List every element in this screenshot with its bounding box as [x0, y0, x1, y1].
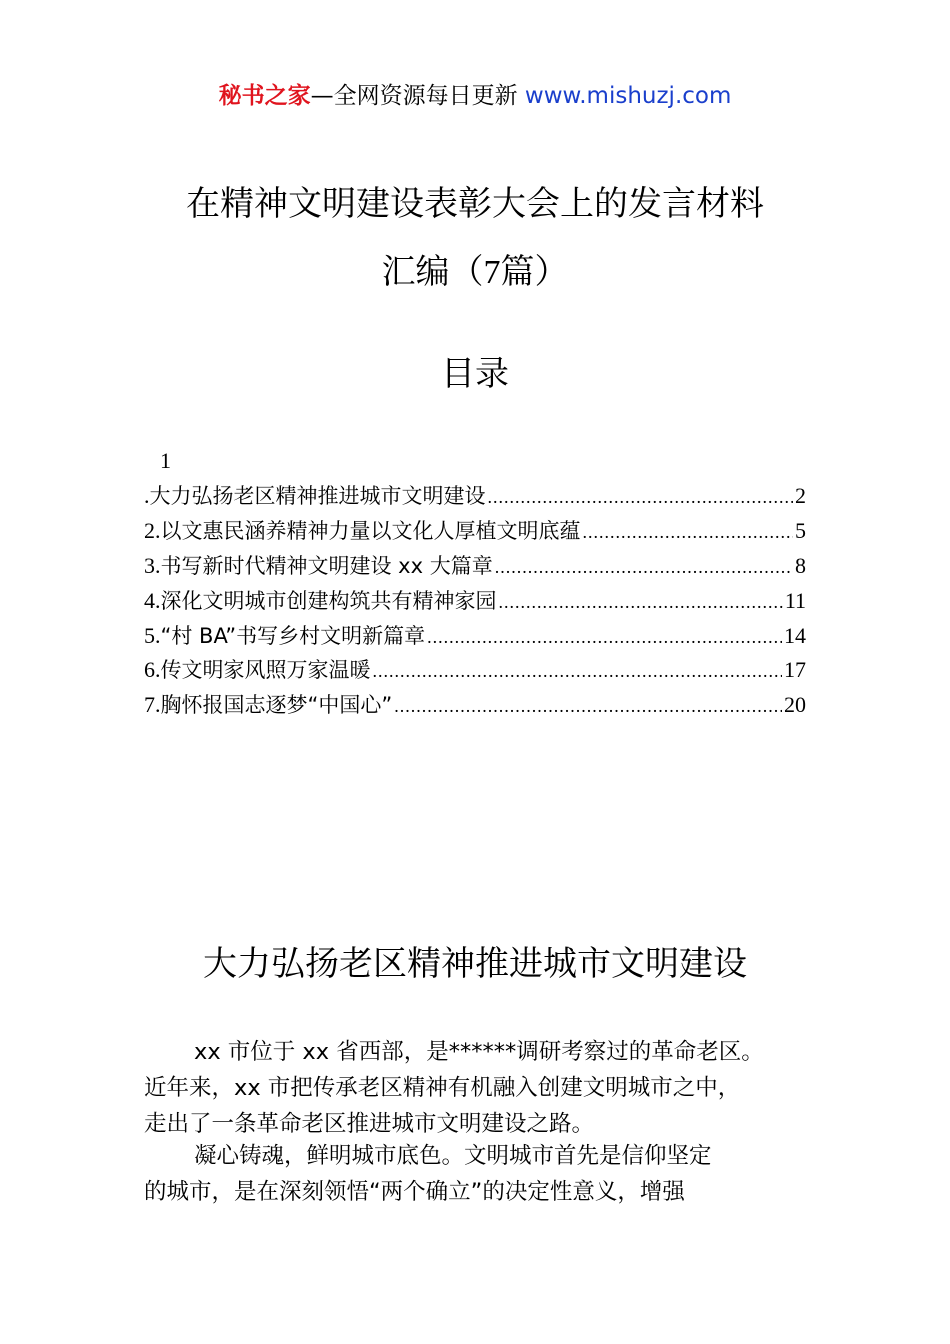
site-brand: 秘书之家	[218, 83, 311, 109]
toc-leader-dots	[394, 690, 782, 722]
toc-leader-dots	[373, 655, 783, 687]
toc-entry-number: 2.	[144, 518, 161, 543]
toc-entry-page: 14	[784, 623, 806, 648]
toc-entry-number: .	[144, 483, 150, 508]
paragraph-line: 近年来，xx 市把传承老区精神有机融入创建文明城市之中，	[144, 1075, 741, 1101]
toc-entry[interactable]	[144, 654, 806, 687]
toc-entry-number: 3.	[144, 553, 161, 578]
toc-leader-dots	[488, 481, 794, 513]
toc-entry[interactable]	[144, 550, 806, 583]
toc-entry-number: 4.	[144, 588, 161, 613]
toc-entry-page: 5	[795, 518, 806, 543]
toc-leader-dots	[495, 551, 793, 583]
site-url-link[interactable]: www.mishuzj.com	[524, 83, 732, 109]
document-title-line-2	[0, 250, 950, 295]
toc-entry-title: “村 BA”书写乡村文明新篇章	[160, 624, 426, 648]
toc-entry-title: 大力弘扬老区精神推进城市文明建设	[149, 484, 486, 508]
title-prefix: 汇编（	[381, 252, 484, 292]
body-paragraph-1	[144, 1034, 824, 1142]
toc-entry-title: 深化文明城市创建构筑共有精神家园	[160, 589, 497, 613]
article-count: 7	[483, 254, 501, 291]
section-title: 大力弘扬老区精神推进城市文明建设	[203, 944, 747, 984]
toc-entry-title: 传文明家风照万家温暖	[160, 658, 371, 682]
toc-entry-number: 6.	[144, 657, 161, 682]
toc-entry[interactable]	[144, 620, 806, 653]
site-tagline: —全网资源每日更新	[310, 83, 525, 109]
toc-leader-dots	[583, 516, 794, 548]
toc-entry[interactable]	[144, 480, 806, 513]
toc-entry-page: 20	[784, 692, 806, 717]
title-suffix: 篇）	[500, 252, 569, 292]
toc-leader-dots	[499, 586, 783, 618]
toc-lead-number: 1	[160, 448, 171, 473]
toc-entry-page: 17	[784, 657, 806, 682]
toc-entry-title: 胸怀报国志逐梦“中国心”	[160, 693, 393, 717]
toc-entry[interactable]	[144, 515, 806, 548]
site-header	[0, 80, 950, 112]
document-title-line-1: 在精神文明建设表彰大会上的发言材料	[186, 184, 764, 224]
toc-heading: 目录	[441, 354, 509, 394]
paragraph-line: xx 市位于 xx 省西部，是******调研考察过的革命老区。	[194, 1039, 764, 1065]
toc-entry-title: 书写新时代精神文明建设 xx 大篇章	[160, 554, 493, 578]
toc-entry[interactable]	[144, 689, 806, 722]
paragraph-line: 走出了一条革命老区推进城市文明建设之路。	[144, 1111, 595, 1137]
toc-entry-page: 8	[795, 553, 806, 578]
toc-entry[interactable]	[144, 585, 806, 618]
toc-entry-page: 2	[795, 483, 806, 508]
toc-entry-page: 11	[784, 588, 806, 613]
toc-entry-title: 以文惠民涵养精神力量以文化人厚植文明底蕴	[160, 519, 581, 543]
body-paragraph-2	[144, 1138, 824, 1210]
toc-entry-number: 5.	[144, 623, 161, 648]
toc-entry-number: 7.	[144, 692, 161, 717]
paragraph-line: 的城市，是在深刻领悟“两个确立”的决定性意义，增强	[144, 1179, 685, 1205]
paragraph-line: 凝心铸魂，鲜明城市底色。文明城市首先是信仰坚定	[194, 1143, 712, 1169]
toc-leader-dots	[427, 621, 782, 653]
